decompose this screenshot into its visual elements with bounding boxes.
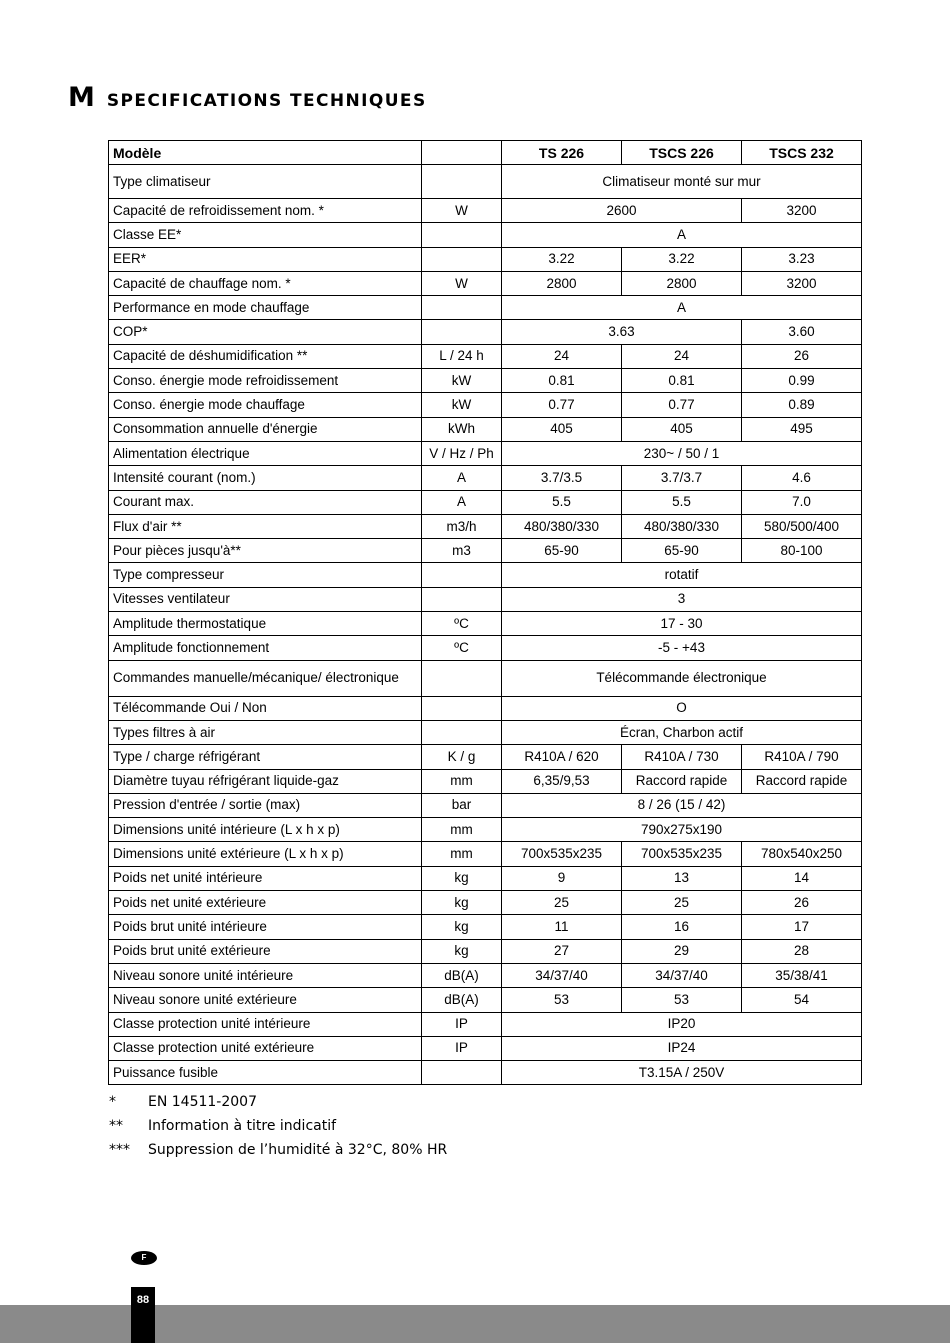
table-row <box>109 793 862 817</box>
header-model-ts226: TS 226 <box>502 141 622 165</box>
row-unit: dB(A) <box>422 963 502 987</box>
row-unit <box>422 320 502 344</box>
table-row <box>109 587 862 611</box>
row-value: IP20 <box>502 1012 862 1036</box>
table-row <box>109 745 862 769</box>
table-row <box>109 915 862 939</box>
row-value: 24 <box>502 344 622 368</box>
table-row <box>109 612 862 636</box>
row-unit: bar <box>422 793 502 817</box>
row-unit: kg <box>422 891 502 915</box>
row-unit <box>422 296 502 320</box>
table-row <box>109 1061 862 1085</box>
row-label: Télécommande Oui / Non <box>109 696 422 720</box>
row-value: 405 <box>622 417 742 441</box>
page-title: SPECIFICATIONS TECHNIQUES <box>106 91 427 111</box>
header-model-label: Modèle <box>109 141 422 165</box>
row-label: Alimentation électrique <box>109 441 422 465</box>
section-heading <box>68 82 427 113</box>
row-value: 4.6 <box>742 466 862 490</box>
row-label: COP* <box>109 320 422 344</box>
row-unit: ºC <box>422 612 502 636</box>
header-model-tscs226: TSCS 226 <box>622 141 742 165</box>
row-value: 3.22 <box>622 247 742 271</box>
row-value: 65-90 <box>502 539 622 563</box>
row-label: Poids net unité extérieure <box>109 891 422 915</box>
row-value: 495 <box>742 417 862 441</box>
row-value: 11 <box>502 915 622 939</box>
header-unit <box>422 141 502 165</box>
table-row <box>109 818 862 842</box>
row-unit <box>422 587 502 611</box>
page-number: 88 <box>136 1294 150 1306</box>
row-label: Type compresseur <box>109 563 422 587</box>
row-value: R410A / 620 <box>502 745 622 769</box>
row-value: 35/38/41 <box>742 963 862 987</box>
row-label: Intensité courant (nom.) <box>109 466 422 490</box>
table-row <box>109 514 862 538</box>
table-row <box>109 199 862 223</box>
table-row <box>109 165 862 199</box>
row-label: Classe protection unité extérieure <box>109 1036 422 1060</box>
row-value: 24 <box>622 344 742 368</box>
row-value: Climatiseur monté sur mur <box>502 165 862 199</box>
section-letter: M <box>68 82 95 113</box>
row-unit <box>422 696 502 720</box>
row-value: 580/500/400 <box>742 514 862 538</box>
row-unit: dB(A) <box>422 988 502 1012</box>
footnote-text: Information à titre indicatif <box>148 1118 337 1134</box>
row-unit: L / 24 h <box>422 344 502 368</box>
row-value: 0.81 <box>502 369 622 393</box>
row-unit <box>422 165 502 199</box>
row-label: Amplitude fonctionnement <box>109 636 422 660</box>
row-unit: mm <box>422 818 502 842</box>
table-row <box>109 636 862 660</box>
row-value: 480/380/330 <box>622 514 742 538</box>
row-value: 0.77 <box>622 393 742 417</box>
row-value: 0.81 <box>622 369 742 393</box>
row-label: Consommation annuelle d'énergie <box>109 417 422 441</box>
footnote-mark: * <box>109 1094 116 1110</box>
footnote <box>109 1118 447 1142</box>
row-value: 3.60 <box>742 320 862 344</box>
row-value: 0.99 <box>742 369 862 393</box>
row-value: 26 <box>742 891 862 915</box>
row-label: Courant max. <box>109 490 422 514</box>
row-value: Raccord rapide <box>742 769 862 793</box>
row-label: Capacité de refroidissement nom. * <box>109 199 422 223</box>
table-row <box>109 939 862 963</box>
table-row <box>109 720 862 744</box>
row-label: Conso. énergie mode refroidissement <box>109 369 422 393</box>
row-value: 17 - 30 <box>502 612 862 636</box>
row-unit: IP <box>422 1036 502 1060</box>
spec-table <box>108 140 862 1085</box>
row-value: 700x535x235 <box>502 842 622 866</box>
row-value: Écran, Charbon actif <box>502 720 862 744</box>
row-label: Poids brut unité intérieure <box>109 915 422 939</box>
row-value: A <box>502 296 862 320</box>
row-value: 28 <box>742 939 862 963</box>
table-row <box>109 247 862 271</box>
table-row <box>109 223 862 247</box>
table-row <box>109 866 862 890</box>
row-value: 65-90 <box>622 539 742 563</box>
row-value: 5.5 <box>502 490 622 514</box>
row-value: 8 / 26 (15 / 42) <box>502 793 862 817</box>
table-row <box>109 842 862 866</box>
table-row <box>109 271 862 295</box>
table-row <box>109 1036 862 1060</box>
row-unit: m3 <box>422 539 502 563</box>
row-value: 14 <box>742 866 862 890</box>
row-value: 230~ / 50 / 1 <box>502 441 862 465</box>
table-row <box>109 466 862 490</box>
row-value: 27 <box>502 939 622 963</box>
row-label: Conso. énergie mode chauffage <box>109 393 422 417</box>
row-unit: W <box>422 199 502 223</box>
header-model-tscs232: TSCS 232 <box>742 141 862 165</box>
table-row <box>109 563 862 587</box>
row-value: 3 <box>502 587 862 611</box>
row-label: Type / charge réfrigérant <box>109 745 422 769</box>
row-label: Vitesses ventilateur <box>109 587 422 611</box>
row-value: 54 <box>742 988 862 1012</box>
row-unit: mm <box>422 842 502 866</box>
row-value: Télécommande électronique <box>502 660 862 696</box>
row-value: 9 <box>502 866 622 890</box>
row-label: Dimensions unité extérieure (L x h x p) <box>109 842 422 866</box>
row-value: Raccord rapide <box>622 769 742 793</box>
row-value: 0.77 <box>502 393 622 417</box>
row-label: Types filtres à air <box>109 720 422 744</box>
row-label: Niveau sonore unité extérieure <box>109 988 422 1012</box>
row-value: 780x540x250 <box>742 842 862 866</box>
language-tab-badge: F <box>131 1251 157 1265</box>
row-label: Classe protection unité intérieure <box>109 1012 422 1036</box>
row-value: 2600 <box>502 199 742 223</box>
row-value: 16 <box>622 915 742 939</box>
table-row <box>109 963 862 987</box>
table-row <box>109 344 862 368</box>
table-row <box>109 696 862 720</box>
row-label: Pression d'entrée / sortie (max) <box>109 793 422 817</box>
row-value: -5 - +43 <box>502 636 862 660</box>
row-label: Poids brut unité extérieure <box>109 939 422 963</box>
row-unit: kWh <box>422 417 502 441</box>
row-unit <box>422 563 502 587</box>
row-label: Classe EE* <box>109 223 422 247</box>
footnote-mark: ** <box>109 1118 123 1134</box>
row-value: 5.5 <box>622 490 742 514</box>
row-label: Puissance fusible <box>109 1061 422 1085</box>
row-unit: A <box>422 466 502 490</box>
table-row <box>109 660 862 696</box>
row-value: 53 <box>622 988 742 1012</box>
row-value: 26 <box>742 344 862 368</box>
row-value: 405 <box>502 417 622 441</box>
row-label: EER* <box>109 247 422 271</box>
row-value: rotatif <box>502 563 862 587</box>
footnote-text: Suppression de l’humidité à 32°C, 80% HR <box>148 1142 448 1158</box>
footnote <box>109 1094 447 1118</box>
row-unit: IP <box>422 1012 502 1036</box>
row-unit: V / Hz / Ph <box>422 441 502 465</box>
row-value: 3200 <box>742 199 862 223</box>
table-row <box>109 539 862 563</box>
row-value: 3.63 <box>502 320 742 344</box>
row-unit: m3/h <box>422 514 502 538</box>
row-label: Type climatiseur <box>109 165 422 199</box>
table-row <box>109 417 862 441</box>
row-unit: mm <box>422 769 502 793</box>
row-unit: A <box>422 490 502 514</box>
table-row <box>109 490 862 514</box>
row-value: T3.15A / 250V <box>502 1061 862 1085</box>
row-label: Dimensions unité intérieure (L x h x p) <box>109 818 422 842</box>
row-label: Performance en mode chauffage <box>109 296 422 320</box>
row-value: 6,35/9,53 <box>502 769 622 793</box>
row-value: 29 <box>622 939 742 963</box>
row-value: 3200 <box>742 271 862 295</box>
table-header-row <box>109 141 862 165</box>
row-label: Capacité de chauffage nom. * <box>109 271 422 295</box>
table-row <box>109 441 862 465</box>
row-value: 3.7/3.7 <box>622 466 742 490</box>
row-value: 2800 <box>502 271 622 295</box>
row-unit <box>422 223 502 247</box>
row-value: 80-100 <box>742 539 862 563</box>
row-label: Niveau sonore unité intérieure <box>109 963 422 987</box>
footnote-text: EN 14511-2007 <box>148 1094 257 1110</box>
row-label: Pour pièces jusqu'à** <box>109 539 422 563</box>
row-value: 2800 <box>622 271 742 295</box>
row-unit: kg <box>422 915 502 939</box>
row-value: 7.0 <box>742 490 862 514</box>
row-value: 53 <box>502 988 622 1012</box>
row-label: Diamètre tuyau réfrigérant liquide-gaz <box>109 769 422 793</box>
row-value: R410A / 790 <box>742 745 862 769</box>
footnotes <box>109 1094 447 1166</box>
row-label: Poids net unité intérieure <box>109 866 422 890</box>
row-unit <box>422 1061 502 1085</box>
row-value: O <box>502 696 862 720</box>
table-row <box>109 1012 862 1036</box>
table-row <box>109 988 862 1012</box>
table-row <box>109 393 862 417</box>
row-unit: W <box>422 271 502 295</box>
row-value: IP24 <box>502 1036 862 1060</box>
table-row <box>109 769 862 793</box>
row-unit <box>422 660 502 696</box>
row-value: 3.22 <box>502 247 622 271</box>
row-unit: kW <box>422 369 502 393</box>
table-row <box>109 369 862 393</box>
row-label: Commandes manuelle/mécanique/ électronique <box>109 660 422 696</box>
row-label: Capacité de déshumidification ** <box>109 344 422 368</box>
row-value: R410A / 730 <box>622 745 742 769</box>
row-value: 790x275x190 <box>502 818 862 842</box>
row-unit: kg <box>422 939 502 963</box>
footnote <box>109 1142 447 1166</box>
row-value: 25 <box>622 891 742 915</box>
row-value: 17 <box>742 915 862 939</box>
row-unit: kg <box>422 866 502 890</box>
row-value: 3.7/3.5 <box>502 466 622 490</box>
row-unit: K / g <box>422 745 502 769</box>
row-unit: kW <box>422 393 502 417</box>
table-row <box>109 891 862 915</box>
row-value: 25 <box>502 891 622 915</box>
row-value: 34/37/40 <box>502 963 622 987</box>
table-row <box>109 320 862 344</box>
row-unit: ºC <box>422 636 502 660</box>
footnote-mark: *** <box>109 1142 130 1158</box>
table-row <box>109 296 862 320</box>
row-unit <box>422 247 502 271</box>
row-label: Flux d'air ** <box>109 514 422 538</box>
row-value: 34/37/40 <box>622 963 742 987</box>
row-value: 700x535x235 <box>622 842 742 866</box>
row-value: 3.23 <box>742 247 862 271</box>
row-value: 13 <box>622 866 742 890</box>
row-unit <box>422 720 502 744</box>
row-value: A <box>502 223 862 247</box>
row-value: 0.89 <box>742 393 862 417</box>
row-label: Amplitude thermostatique <box>109 612 422 636</box>
row-value: 480/380/330 <box>502 514 622 538</box>
